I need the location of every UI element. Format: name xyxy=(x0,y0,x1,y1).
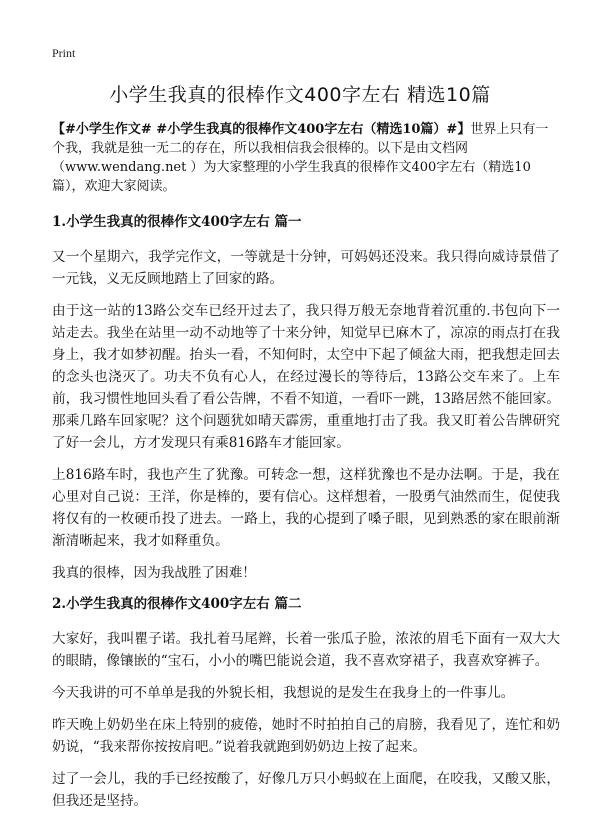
section-1-paragraph-3: 上816路车时，我也产生了犹豫。可转念一想，这样犹豫也不是办法啊。于是，我在心里对自己说：王洋，你是棒的，要有信心。这样想着，一股勇气油然而生，促使我将仅有的一枚硬币投了进去。一路上，我的心提到了嗓子眼，见到熟悉的家在眼前渐渐清晰起来，我才如释重负。 xyxy=(52,467,560,549)
section-2-paragraph-2: 今天我讲的可不单单是我的外貌长相，我想说的是发生在我身上的一件事儿。 xyxy=(52,685,515,701)
section-2-paragraph-4: 过了一会儿，我的手已经按酸了，好像几万只小蚂蚁在上面爬，在咬我，又酸又胀，但我还是坚持。 xyxy=(52,771,560,809)
section-1-paragraph-4: 我真的很棒，因为我战胜了困难！ xyxy=(52,565,256,581)
intro-lead: 【#小学生作文# #小学生我真的很棒作文400字左右（精选10篇）#】 xyxy=(52,122,471,137)
section-1-paragraph-1: 又一个星期六，我学完作文，一等就是十分钟，可妈妈还没来。我只得向威诗景借了一元钱，义无反顾地踏上了回家的路。 xyxy=(52,249,560,287)
print-label: Print xyxy=(52,46,76,60)
page-title: 小学生我真的很棒作文400字左右 精选10篇 xyxy=(109,84,491,106)
section-2-paragraph-3: 昨天晚上奶奶坐在床上特别的疲倦，她时不时拍拍自己的肩膀，我看见了，连忙和奶奶说，“我来帮你按按肩吧。”说着我就跑到奶奶边上按了起来。 xyxy=(52,717,560,755)
section-heading-1: 1.小学生我真的很棒作文400字左右 篇一 xyxy=(52,214,302,230)
intro-paragraph xyxy=(52,120,560,196)
document-body xyxy=(52,120,560,822)
intro-text: 世界上只有一个我，我就是独一无二的存在，所以我相信我会很棒的。以下是由文档网（www.wendang.net ）为大家整理的小学生我真的很棒作文400字左右（精选10篇），欢迎大家阅读。 xyxy=(52,122,549,194)
section-2-paragraph-1: 大家好，我叫瞿子诺。我扎着马尾辫，长着一张瓜子脸，浓浓的眉毛下面有一双大大的眼睛，像镶嵌的“宝石，小小的嘴巴能说会道，我不喜欢穿裙子，我喜欢穿裤子。 xyxy=(52,631,560,669)
section-heading-2: 2.小学生我真的很棒作文400字左右 篇二 xyxy=(52,596,302,612)
section-1-paragraph-2: 由于这一站的13路公交车已经开过去了，我只得万般无奈地背着沉重的.书包向下一站走去。我坐在站里一动不动地等了十来分钟，知觉早已麻木了，凉凉的雨点打在我身上，我才如梦初醒。抬头一看，不知何时，太空中下起了倾盆大雨，把我想走回去的念头也浇灭了。功夫不负有心人，在经过漫长的等待后，13路公交车来了。上车前，我习惯性地回头看了看公告牌，不看不知道，一看吓一跳，13路居然不能回家。那乘几路车回家呢？这个问题犹如晴天霹雳，重重地打击了我。我又盯着公告牌研究了好一会儿，方才发现只有乘816路车才能回家。 xyxy=(52,303,560,451)
